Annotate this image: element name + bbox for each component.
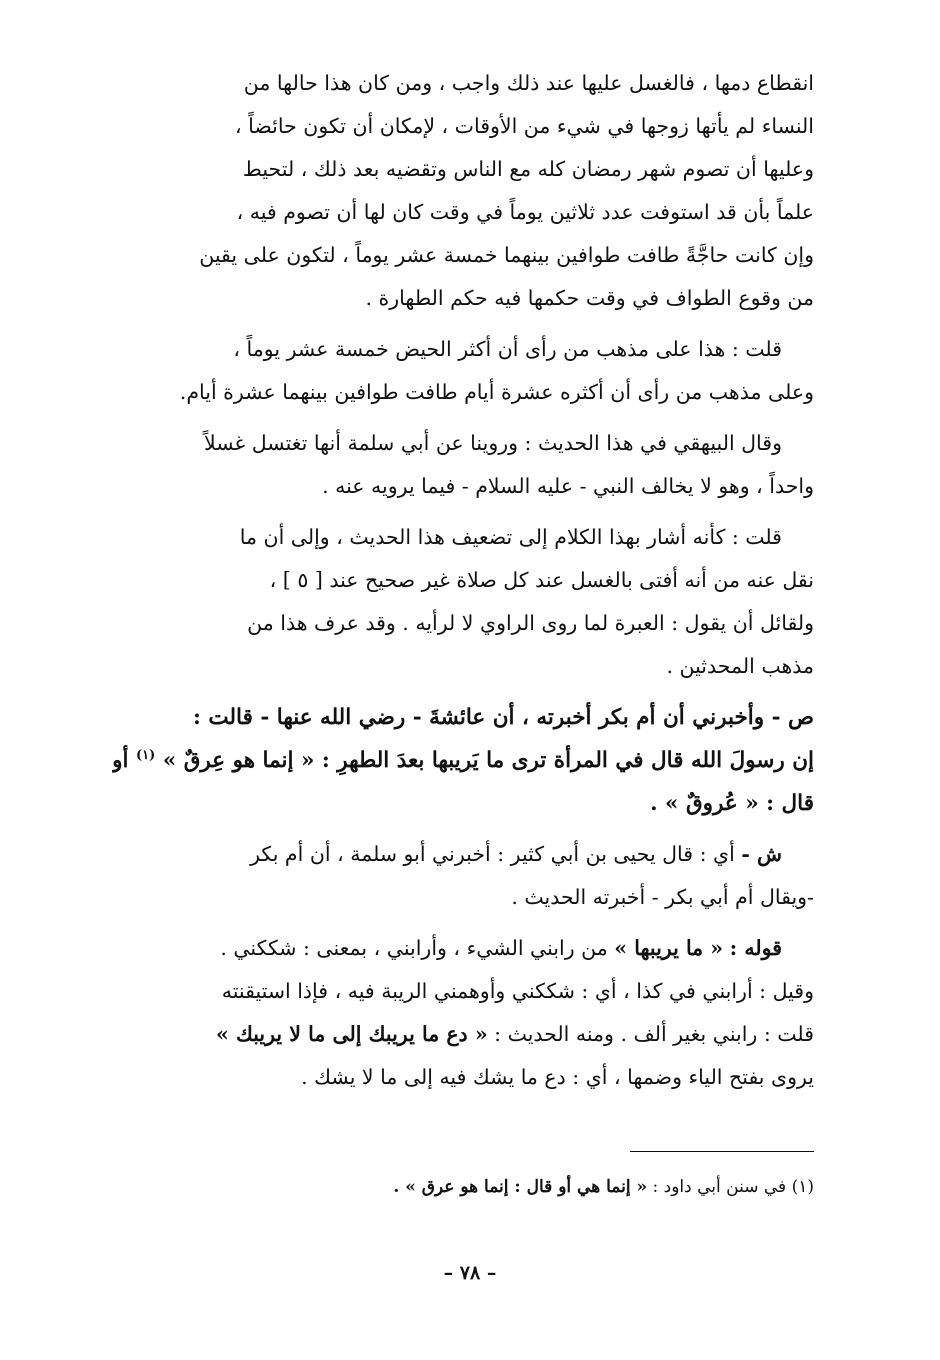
text-line: يروى بفتح الياء وضمها ، أي : دع ما يشك فيه إلى ما لا يشك . <box>301 1065 814 1089</box>
text-line: من وقوع الطواف في وقت حكمها فيه حكم الطهارة . <box>365 286 814 310</box>
page-number: – ٧٨ – <box>443 1262 497 1284</box>
explanation-text: قلت : رابني بغير ألف . ومنه الحديث : <box>494 1022 814 1046</box>
footnote <box>114 1172 814 1202</box>
commentary-marker: ش - <box>741 842 782 866</box>
text-line: -ويقال أم أبي بكر - أخبرته الحديث . <box>511 885 814 909</box>
text-line: قلت : كأنه أشار بهذا الكلام إلى تضعيف هذا الحديث ، وإلى أن ما <box>239 525 782 549</box>
text-line <box>112 833 814 876</box>
text-line <box>112 927 814 970</box>
paragraph-1 <box>112 62 814 320</box>
paragraph-3 <box>112 422 814 508</box>
hadith-text <box>112 696 814 825</box>
text-line: وعليها أن تصوم شهر رمضان كله مع الناس وتقضيه بعد ذلك ، لتحيط <box>242 157 814 181</box>
text-line: نقل عنه من أنه أفتى بالغسل عند كل صلاة غير صحيح عند [ ٥ ] ، <box>269 568 814 592</box>
text-line: مذهب المحدثين . <box>666 654 814 678</box>
text-line <box>112 1013 814 1056</box>
footnote-separator <box>630 1151 814 1152</box>
text-line: وعلى مذهب من رأى أن أكثره عشرة أيام طافت طوافين بينهما عشرة أيام. <box>179 380 814 404</box>
quoted-phrase: « ما يريبها » <box>614 936 724 960</box>
quoted-hadith: « دع ما يريبك إلى ما لا يريبك » <box>216 1022 488 1046</box>
explanation-lead: قوله : <box>729 936 782 960</box>
footnote-marker: (١) <box>791 1177 814 1197</box>
text-line: ولقائل أن يقول : العبرة لما روى الراوي لا لرأيه . وقد عرف هذا من <box>247 611 814 635</box>
commentary-paragraph <box>112 833 814 919</box>
text-line: وإن كانت حاجَّةً طافت طوافين بينهما خمسة عشر يوماً ، لتكون على يقين <box>199 243 814 267</box>
footnote-text: في سنن أبي داود : <box>652 1177 787 1197</box>
hadith-line <box>112 739 814 782</box>
text-line: انقطاع دمها ، فالغسل عليها عند ذلك واجب ، ومن كان هذا حالها من <box>243 71 814 95</box>
paragraph-4 <box>112 516 814 688</box>
commentary-text: أي : قال يحيى بن أبي كثير : أخبرني أبو سلمة ، أن أم بكر <box>250 842 735 866</box>
text-line: واحداً ، وهو لا يخالف النبي - عليه السلام - فيما يرويه عنه . <box>322 474 814 498</box>
text-line: وقال البيهقي في هذا الحديث : وروينا عن أبي سلمة أنها تغتسل غسلاً <box>204 431 782 455</box>
text-line: وقيل : أرابني في كذا ، أي : شككني وأوهمني الريبة فيه ، فإذا استيقنته <box>221 979 814 1003</box>
text-line: قلت : هذا على مذهب من رأى أن أكثر الحيض خمسة عشر يوماً ، <box>233 337 782 361</box>
explanation-text: من رابني الشيء ، وأرابني ، بمعنى : شككني . <box>220 936 608 960</box>
text-line: النساء لم يأتها زوجها في شيء من الأوقات ، لإمكان أن تكون حائضاً ، <box>234 114 814 138</box>
footnote-reference: (١) <box>136 747 156 763</box>
paragraph-2 <box>112 328 814 414</box>
hadith-line: قال : « عُروقٌ » . <box>650 791 814 816</box>
main-text-body <box>112 62 814 1107</box>
explanation-paragraph <box>112 927 814 1099</box>
hadith-line-text: إن رسولَ الله قال في المرأة ترى ما يَريبها بعدَ الطهرِ : « إنما هو عِرقٌ » <box>162 748 814 773</box>
hadith-line: ص - وأخبرني أن أم بكر أخبرته ، أن عائشةَ - رضي الله عنها - قالت : <box>192 705 814 730</box>
text-line: علماً بأن قد استوفت عدد ثلاثين يوماً في وقت كان لها أن تصوم فيه ، <box>236 200 814 224</box>
hadith-line-end: أو <box>112 748 129 773</box>
footnote-quote: « إنما هي أو قال : إنما هو عرق » . <box>393 1177 648 1197</box>
